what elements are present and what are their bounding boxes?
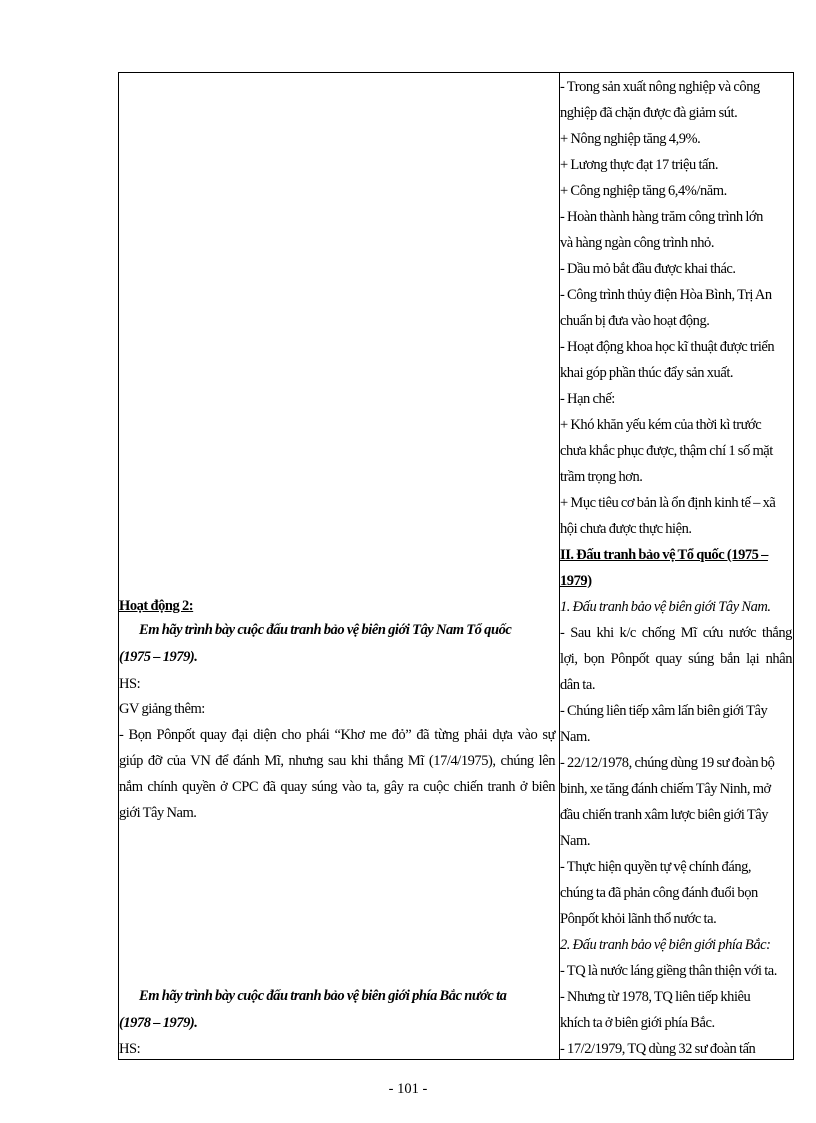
page-number: - 101 - bbox=[388, 1081, 428, 1097]
right-line: chúng ta đã phản công đánh đuổi bọn bbox=[560, 885, 758, 901]
right-line: binh, xe tăng đánh chiếm Tây Ninh, mở bbox=[560, 781, 771, 797]
right-line: + Mục tiêu cơ bản là ổn định kinh tế – xã bbox=[560, 495, 776, 511]
right-line: - TQ là nước láng giềng thân thiện với ta. bbox=[560, 963, 777, 979]
right-line: - Thực hiện quyền tự vệ chính đáng, bbox=[560, 859, 752, 875]
question-southwest-years: (1975 – 1979). bbox=[119, 649, 198, 665]
paragraph-line: - Bọn Pônpốt quay đại diện cho phái “Khơ me đỏ” đã từng phải dựa vào sự bbox=[119, 727, 555, 743]
right-line: - 22/12/1978, chúng dùng 19 sư đoàn bộ bbox=[560, 755, 775, 771]
hs-label: HS: bbox=[119, 1041, 141, 1057]
content-table bbox=[118, 72, 794, 1060]
subsection-heading: 2. Đấu tranh bảo vệ biên giới phía Bắc: bbox=[560, 937, 771, 953]
right-line: - Hạn chế: bbox=[560, 391, 615, 407]
right-line: Nam. bbox=[560, 729, 591, 745]
activity-title: Hoạt động 2: bbox=[119, 598, 194, 614]
right-line: - Hoàn thành hàng trăm công trình lớn bbox=[560, 209, 763, 225]
right-line: - Chúng liên tiếp xâm lấn biên giới Tây bbox=[560, 703, 768, 719]
right-line: dân ta. bbox=[560, 677, 596, 693]
right-line: Nam. bbox=[560, 833, 591, 849]
right-line: và hàng ngàn công trình nhỏ. bbox=[560, 235, 715, 251]
paragraph-line: giới Tây Nam. bbox=[119, 805, 197, 821]
right-line: - Công trình thủy điện Hòa Bình, Trị An bbox=[560, 287, 772, 303]
right-line: + Khó khăn yếu kém của thời kì trước bbox=[560, 417, 762, 433]
question-southwest: Em hãy trình bày cuộc đấu tranh bảo vệ biên giới Tây Nam Tổ quốc bbox=[139, 622, 512, 638]
paragraph-line: giúp đỡ của VN để đánh Mĩ, nhưng sau khi thắng Mĩ (17/4/1975), chúng lên bbox=[119, 753, 555, 769]
right-line: + Công nghiệp tăng 6,4%/năm. bbox=[560, 183, 727, 199]
right-line: chuẩn bị đưa vào hoạt động. bbox=[560, 313, 710, 329]
right-line: - Nhưng từ 1978, TQ liên tiếp khiêu bbox=[560, 989, 751, 1005]
right-line: + Nông nghiệp tăng 4,9%. bbox=[560, 131, 701, 147]
right-line: khai góp phần thúc đẩy sản xuất. bbox=[560, 365, 734, 381]
right-line: lợi, bọn Pônpốt quay súng bắn lại nhân bbox=[560, 651, 792, 667]
right-line: - Hoạt động khoa học kĩ thuật được triển bbox=[560, 339, 775, 355]
right-line: Pônpốt khỏi lãnh thổ nước ta. bbox=[560, 911, 717, 927]
right-line: đầu chiến tranh xâm lược biên giới Tây bbox=[560, 807, 769, 823]
hs-label: HS: bbox=[119, 676, 141, 692]
section-heading: 1979) bbox=[560, 573, 592, 589]
right-line: chưa khắc phục được, thậm chí 1 số mặt bbox=[560, 443, 773, 459]
right-line: khích ta ở biên giới phía Bắc. bbox=[560, 1015, 715, 1031]
section-heading: II. Đấu tranh bảo vệ Tổ quốc (1975 – bbox=[560, 547, 768, 563]
gv-note: GV giảng thêm: bbox=[119, 701, 205, 717]
question-north-years: (1978 – 1979). bbox=[119, 1015, 198, 1031]
right-line: - Dầu mỏ bắt đầu được khai thác. bbox=[560, 261, 736, 277]
question-north: Em hãy trình bày cuộc đấu tranh bảo vệ biên giới phía Bắc nước ta bbox=[139, 988, 507, 1004]
right-line: - Sau khi k/c chống Mĩ cứu nước thắng bbox=[560, 625, 792, 641]
right-line: hội chưa được thực hiện. bbox=[560, 521, 692, 537]
right-line: - 17/2/1979, TQ dùng 32 sư đoàn tấn bbox=[560, 1041, 756, 1057]
paragraph-line: nắm chính quyền ở CPC đã quay súng vào ta, gây ra cuộc chiến tranh ở biên bbox=[119, 779, 555, 795]
subsection-heading: 1. Đấu tranh bảo vệ biên giới Tây Nam. bbox=[560, 599, 771, 615]
right-line: - Trong sản xuất nông nghiệp và công bbox=[560, 79, 760, 95]
right-line: nghiệp đã chặn được đà giảm sút. bbox=[560, 105, 738, 121]
right-line: + Lương thực đạt 17 triệu tấn. bbox=[560, 157, 719, 173]
right-line: trầm trọng hơn. bbox=[560, 469, 643, 485]
